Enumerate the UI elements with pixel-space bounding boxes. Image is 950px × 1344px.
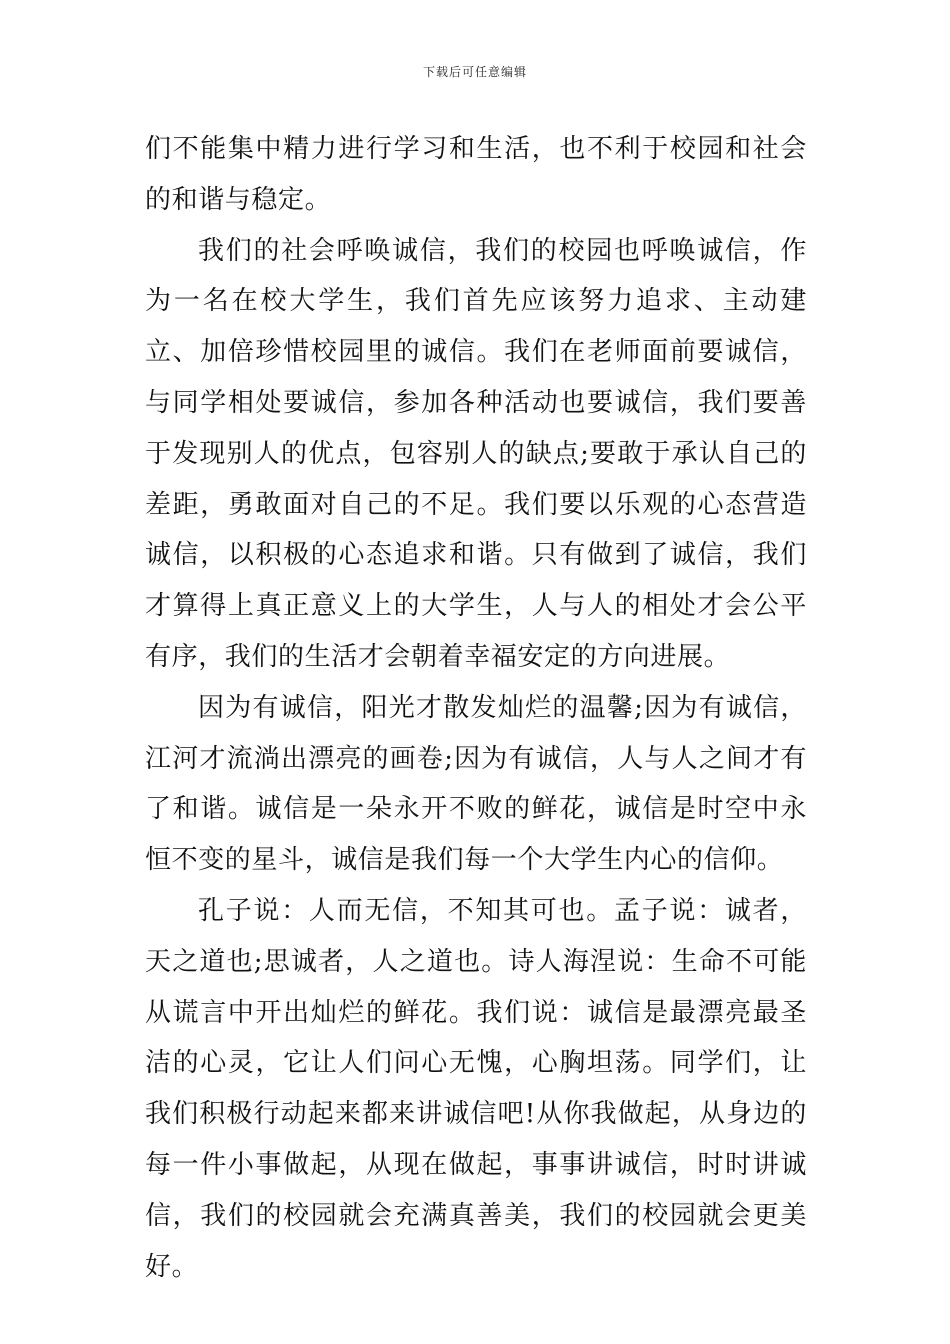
paragraph-because-of-integrity: 因为有诚信，阳光才散发灿烂的温馨;因为有诚信，江河才流淌出漂亮的画卷;因为有诚信，人与人之间才有了和谐。诚信是一朵永开不败的鲜花，诚信是时空中永恒不变的星斗，诚信是我们每一个大学生内心的信仰。 [145,692,807,876]
paragraph-continuation: 们不能集中精力进行学习和生活，也不利于校园和社会的和谐与稳定。 [145,134,807,215]
paragraph-quotes: 孔子说：人而无信，不知其可也。孟子说：诚者，天之道也;思诚者，人之道也。诗人海涅说：生命不可能从谎言中开出灿烂的鲜花。我们说：诚信是最漂亮最圣洁的心灵，它让人们问心无愧，心胸坦荡。同学们，让我们积极行动起来都来讲诚信吧!从你我做起，从身边的每一件小事做起，从现在做起，事事讲诚信，时时讲诚信，我们的校园就会充满真善美，我们的校园就会更美好。 [145,895,807,1282]
document-body [145,124,807,1292]
page-header: 下载后可任意编辑 [422,65,527,79]
paragraph-campus-integrity: 我们的社会呼唤诚信，我们的校园也呼唤诚信，作为一名在校大学生，我们首先应该努力追求、主动建立、加倍珍惜校园里的诚信。我们在老师面前要诚信，与同学相处要诚信，参加各种活动也要诚信，我们要善于发现别人的优点，包容别人的缺点;要敢于承认自己的差距，勇敢面对自己的不足。我们要以乐观的心态营造诚信，以积极的心态追求和谐。只有做到了诚信，我们才算得上真正意义上的大学生，人与人的相处才会公平有序，我们的生活才会朝着幸福安定的方向进展。 [145,235,807,672]
